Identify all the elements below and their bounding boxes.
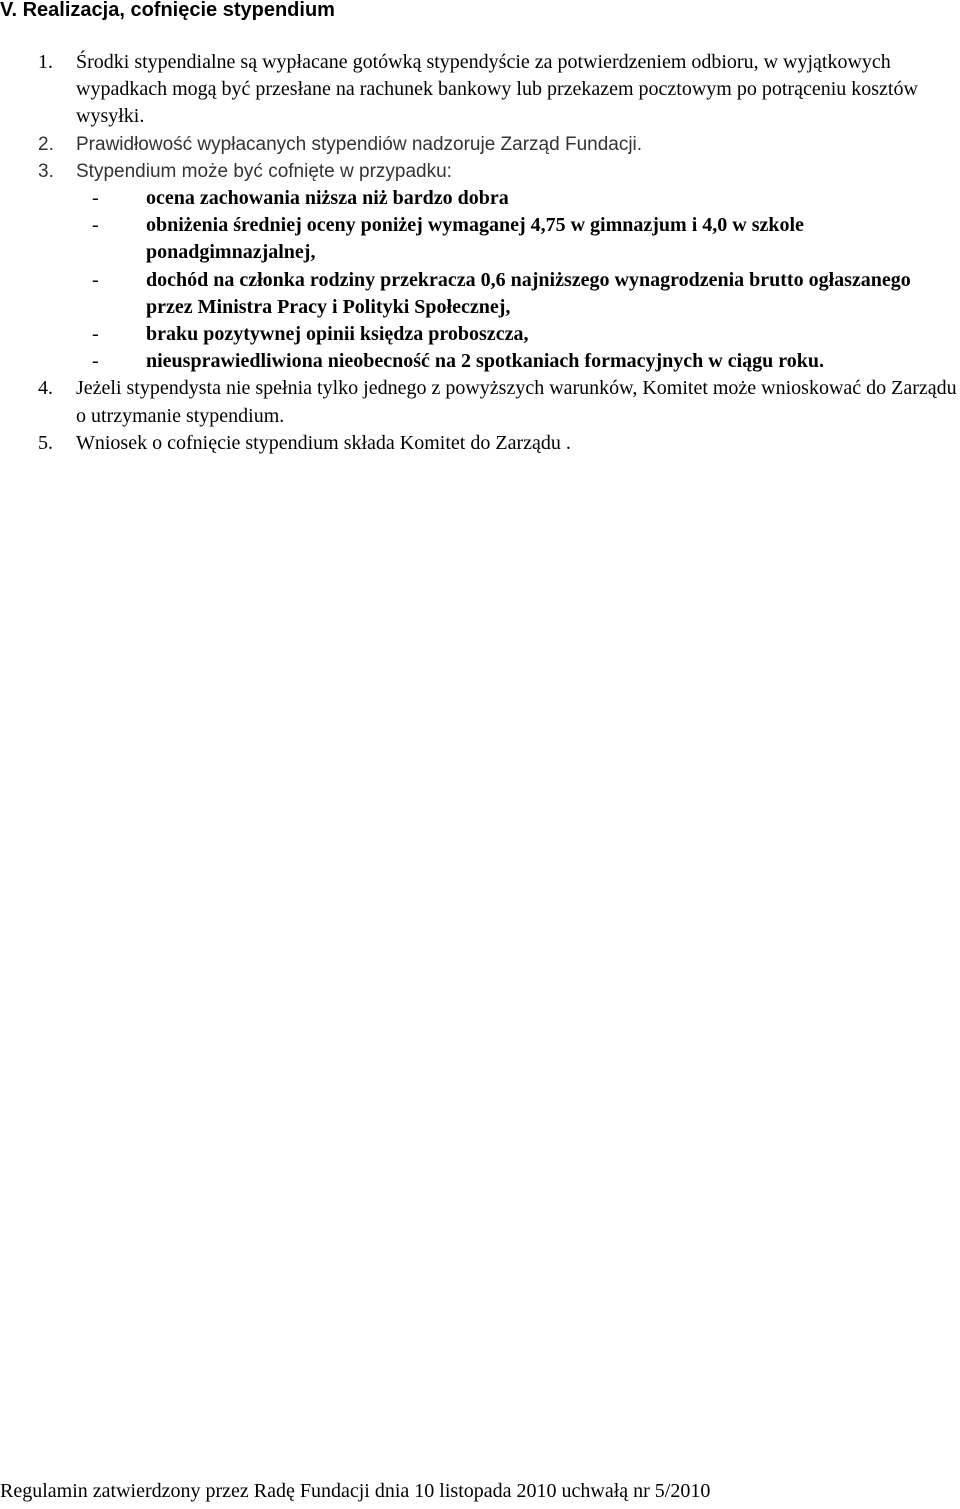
list-item xyxy=(0,430,960,457)
item-number: 2. xyxy=(38,133,54,155)
item-text: Jeżeli stypendysta nie spełnia tylko jednego z powyższych warunków, Komitet może wnioskować do Zarządu o utrzymanie stypendium. xyxy=(76,377,957,427)
condition-item xyxy=(0,321,960,348)
condition-text: nieusprawiedliwiona nieobecność na 2 spotkaniach formacyjnych w ciągu roku. xyxy=(146,350,825,373)
condition-item xyxy=(0,267,960,321)
section-heading: V. Realizacja, cofnięcie stypendium xyxy=(0,0,335,21)
dash-bullet: - xyxy=(92,214,99,237)
dash-bullet: - xyxy=(92,187,99,210)
dash-bullet: - xyxy=(92,323,99,346)
condition-text: braku pozytywnej opinii księdza proboszcza, xyxy=(146,323,529,346)
dash-bullet: - xyxy=(92,268,99,291)
list-item xyxy=(0,158,960,376)
item-text: Prawidłowość wypłacanych stypendiów nadzoruje Zarząd Fundacji. xyxy=(76,133,643,155)
condition-item xyxy=(0,348,960,375)
dash-bullet: - xyxy=(92,350,99,373)
withdrawal-conditions xyxy=(76,185,960,375)
item-number: 5. xyxy=(38,431,53,454)
list-item xyxy=(0,131,960,158)
regulation-list xyxy=(0,49,960,457)
condition-item xyxy=(0,185,960,212)
condition-item xyxy=(0,212,960,266)
approval-footer: Regulamin zatwierdzony przez Radę Fundacji dnia 10 listopada 2010 uchwałą nr 5/2010 xyxy=(0,1480,711,1502)
condition-text: dochód na członka rodziny przekracza 0,6 najniższego wynagrodzenia brutto ogłaszanego przez Ministra Pracy i Polityki Społecznej, xyxy=(146,268,911,318)
item-text: Wniosek o cofnięcie stypendium składa Komitet do Zarządu . xyxy=(76,431,571,454)
item-number: 3. xyxy=(38,160,54,182)
item-text: Stypendium może być cofnięte w przypadku: xyxy=(76,160,452,182)
list-item xyxy=(0,49,960,131)
list-item xyxy=(0,375,960,429)
item-text: Środki stypendialne są wypłacane gotówką stypendyście za potwierdzeniem odbioru, w wyjątkowych wypadkach mogą być przesłane na rachunek bankowy lub przekazem pocztowym po potrąceniu kosztów wysyłki. xyxy=(76,51,918,128)
item-number: 4. xyxy=(38,377,53,400)
condition-text: obniżenia średniej oceny poniżej wymaganej 4,75 w gimnazjum i 4,0 w szkole ponadgimnazjalnej, xyxy=(146,214,804,264)
condition-text: ocena zachowania niższa niż bardzo dobra xyxy=(146,187,509,210)
item-number: 1. xyxy=(38,51,53,73)
